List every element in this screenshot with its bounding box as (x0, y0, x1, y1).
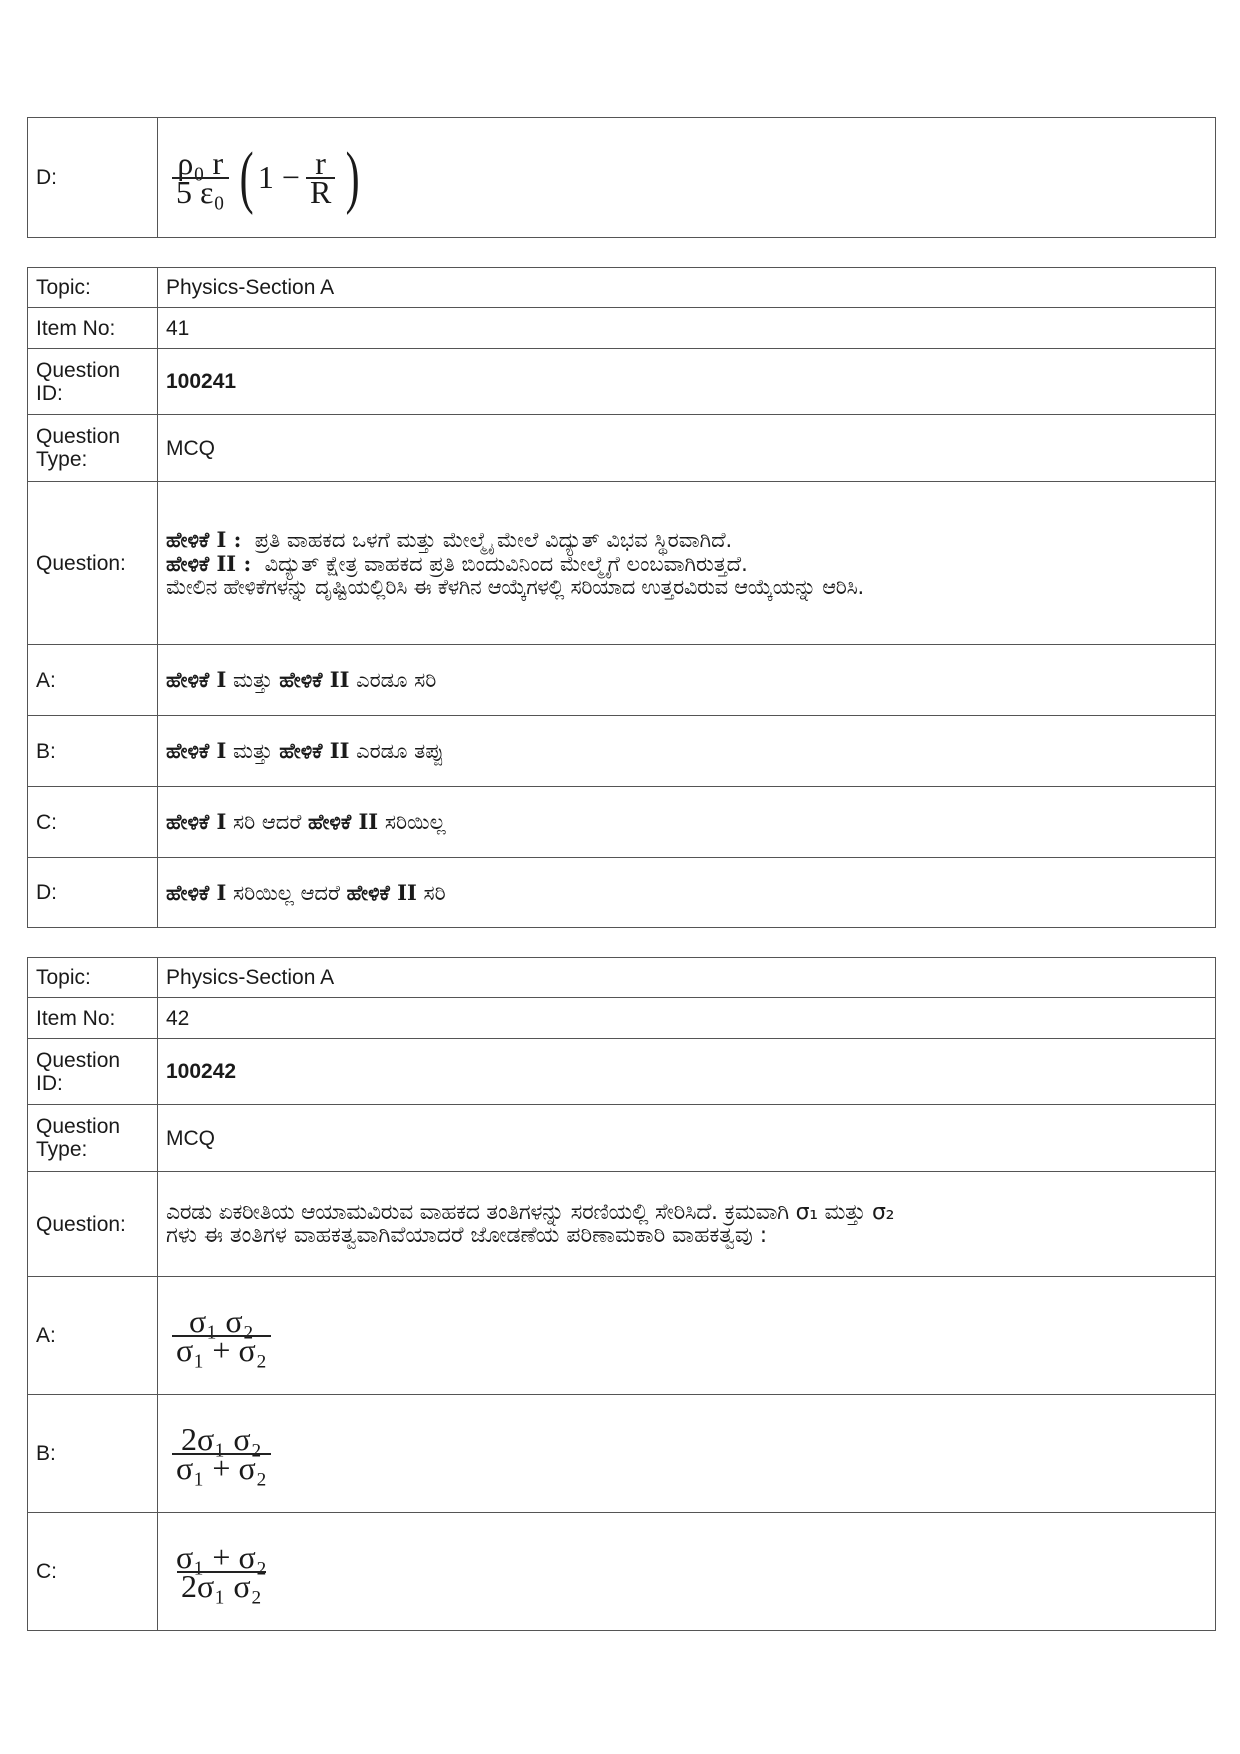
option-label: D: (28, 118, 158, 238)
option-b-formula: $\frac{\text{2σ₁ σ₂}}{\text{σ₁ + σ₂}}$ (158, 1395, 1216, 1513)
topic-label: Topic: (28, 958, 158, 998)
option-d-label: D: (28, 858, 158, 928)
qid-value: 100242 (158, 1039, 1216, 1105)
formula-numerator: ρ₀ r (177, 144, 224, 181)
formula: $\frac{\text{ρ₀ r}}{\text{5 ε₀}}$ ( 1 − $\frac{r}{R}$ ) (166, 143, 365, 213)
question-line-1: ಎರಡು ಏಕರೀತಿಯ ಆಯಾಮವಿರುವ ವಾಹಕದ ತಂತಿಗಳನ್ನು ಸರಣಿಯಲ್ಲಿ ಸೇರಿಸಿದೆ. ಕ್ರಮವಾಗಿ σ₁ ಮತ್ತು σ₂ (166, 1200, 895, 1225)
qid-label: Question ID: (28, 349, 158, 415)
statement-1: ಹೇಳಿಕೆ I : ಪ್ರತಿ ವಾಹಕದ ಒಳಗೆ ಮತ್ತು ಮೇಲ್ಮೈ ಮೇಲೆ ವಿದ್ಯುತ್ ವಿಭವ ಸ್ಥಿರವಾಗಿದೆ. (166, 526, 733, 552)
statement-2: ಹೇಳಿಕೆ II : ವಿದ್ಯುತ್ ಕ್ಷೇತ್ರ ವಾಹಕದ ಪ್ರತಿ ಬಿಂದುವಿನಿಂದ ಮೇಲ್ಮೈಗೆ ಲಂಬವಾಗಿರುತ್ತದೆ. (166, 550, 748, 576)
qtype-value: MCQ (158, 415, 1216, 482)
formula-inner-denominator: R (306, 177, 335, 204)
formula-inner-numerator: r (315, 144, 326, 181)
option-c-text: ಹೇಳಿಕೆ I ಸರಿ ಆದರೆ ಹೇಳಿಕೆ II ಸರಿಯಿಲ್ಲ (158, 787, 1216, 858)
question-label: Question: (28, 482, 158, 645)
formula-one: 1 − (257, 159, 300, 195)
option-c-formula: $\frac{\text{σ₁ + σ₂}}{\text{2σ₁ σ₂}}$ (158, 1513, 1216, 1631)
option-a-formula: $\frac{\text{σ₁ σ₂}}{\text{σ₁ + σ₂}}$ (158, 1277, 1216, 1395)
qtype-label: Question Type: (28, 415, 158, 482)
qtype-label: Question Type: (28, 1105, 158, 1172)
qid-label: Question ID: (28, 1039, 158, 1105)
item-value: 42 (158, 998, 1216, 1039)
topic-value: Physics-Section A (158, 958, 1216, 998)
option-a-text: ಹೇಳಿಕೆ I ಮತ್ತು ಹೇಳಿಕೆ II ಎರಡೂ ಸರಿ (158, 645, 1216, 716)
question-body (158, 482, 1216, 645)
option-d-text: ಹೇಳಿಕೆ I ಸರಿಯಿಲ್ಲ ಆದರೆ ಹೇಳಿಕೆ II ಸರಿ (158, 858, 1216, 928)
item-label: Item No: (28, 308, 158, 349)
option-c-label: C: (28, 787, 158, 858)
option-b-text: ಹೇಳಿಕೆ I ಮತ್ತು ಹೇಳಿಕೆ II ಎರಡೂ ತಪ್ಪು (158, 716, 1216, 787)
item-label: Item No: (28, 998, 158, 1039)
formula-denominator: 5 ε₀ (172, 177, 229, 204)
question-label: Question: (28, 1172, 158, 1277)
question-body (158, 1172, 1216, 1277)
option-formula (158, 118, 1216, 238)
topic-label: Topic: (28, 268, 158, 308)
option-a-label: A: (28, 1277, 158, 1395)
option-b-label: B: (28, 716, 158, 787)
prev-question-tail (27, 117, 1216, 238)
question-line-2: ಗಳು ಈ ತಂತಿಗಳ ವಾಹಕತ್ವವಾಗಿವೆಯಾದರೆ ಜೋಡಣೆಯ ಪರಿಣಾಮಕಾರಿ ವಾಹಕತ್ವವು : (166, 1223, 768, 1248)
question-41-table (27, 267, 1216, 928)
question-instruction: ಮೇಲಿನ ಹೇಳಿಕೆಗಳನ್ನು ದೃಷ್ಟಿಯಲ್ಲಿರಿಸಿ ಈ ಕೆಳಗಿನ ಆಯ್ಕೆಗಳಲ್ಲಿ ಸರಿಯಾದ ಉತ್ತರವಿರುವ ಆಯ್ಕೆಯನ್ನು ಆರಿಸಿ. (166, 574, 864, 599)
topic-value: Physics-Section A (158, 268, 1216, 308)
qtype-value: MCQ (158, 1105, 1216, 1172)
option-a-label: A: (28, 645, 158, 716)
option-c-label: C: (28, 1513, 158, 1631)
option-b-label: B: (28, 1395, 158, 1513)
question-42-table (27, 957, 1216, 1631)
qid-value: 100241 (158, 349, 1216, 415)
item-value: 41 (158, 308, 1216, 349)
